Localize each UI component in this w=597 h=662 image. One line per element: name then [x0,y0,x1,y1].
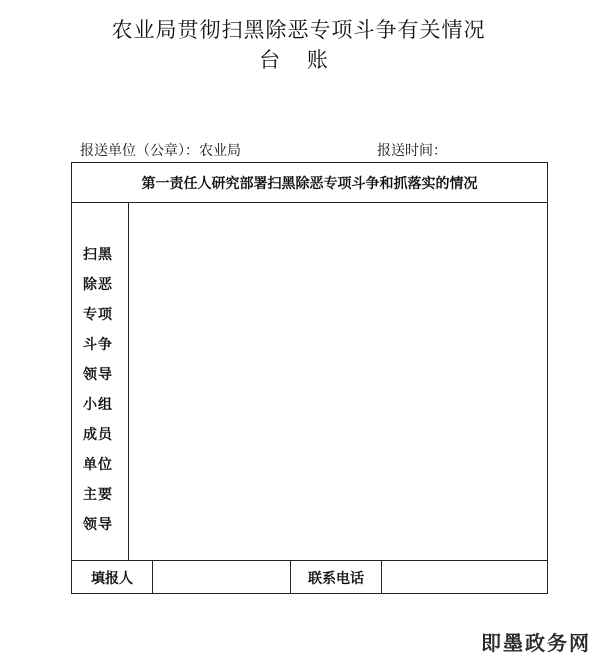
footer-row [72,560,547,593]
side-label: 斗争 [83,337,113,353]
side-label: 成员 [83,427,113,443]
side-label-list [83,240,113,540]
content-cell[interactable] [129,203,547,560]
site-watermark: 即墨政务网 [481,631,591,655]
side-label: 扫黑 [83,247,113,263]
side-label: 领导 [83,367,113,383]
filler-value-cell[interactable] [153,561,291,594]
filler-label: 填报人 [72,561,153,594]
table-header: 第一责任人研究部署扫黑除恶专项斗争和抓落实的情况 [72,163,547,203]
phone-label: 联系电话 [291,561,382,594]
reporting-time: 报送时间： [377,143,447,159]
side-label: 除恶 [83,277,113,293]
reporting-unit: 报送单位（公章）：农业局 [80,143,241,159]
ledger-table [71,162,548,594]
side-label-column [72,203,129,560]
document-subtitle: 台 账 [259,48,338,72]
phone-value-cell[interactable] [382,561,547,594]
document-title: 农业局贯彻扫黑除恶专项斗争有关情况 [111,18,486,42]
side-label: 单位 [83,457,113,473]
side-label: 专项 [83,307,113,323]
side-label: 领导 [83,517,113,533]
side-label: 主要 [83,487,113,503]
side-label: 小组 [83,397,113,413]
